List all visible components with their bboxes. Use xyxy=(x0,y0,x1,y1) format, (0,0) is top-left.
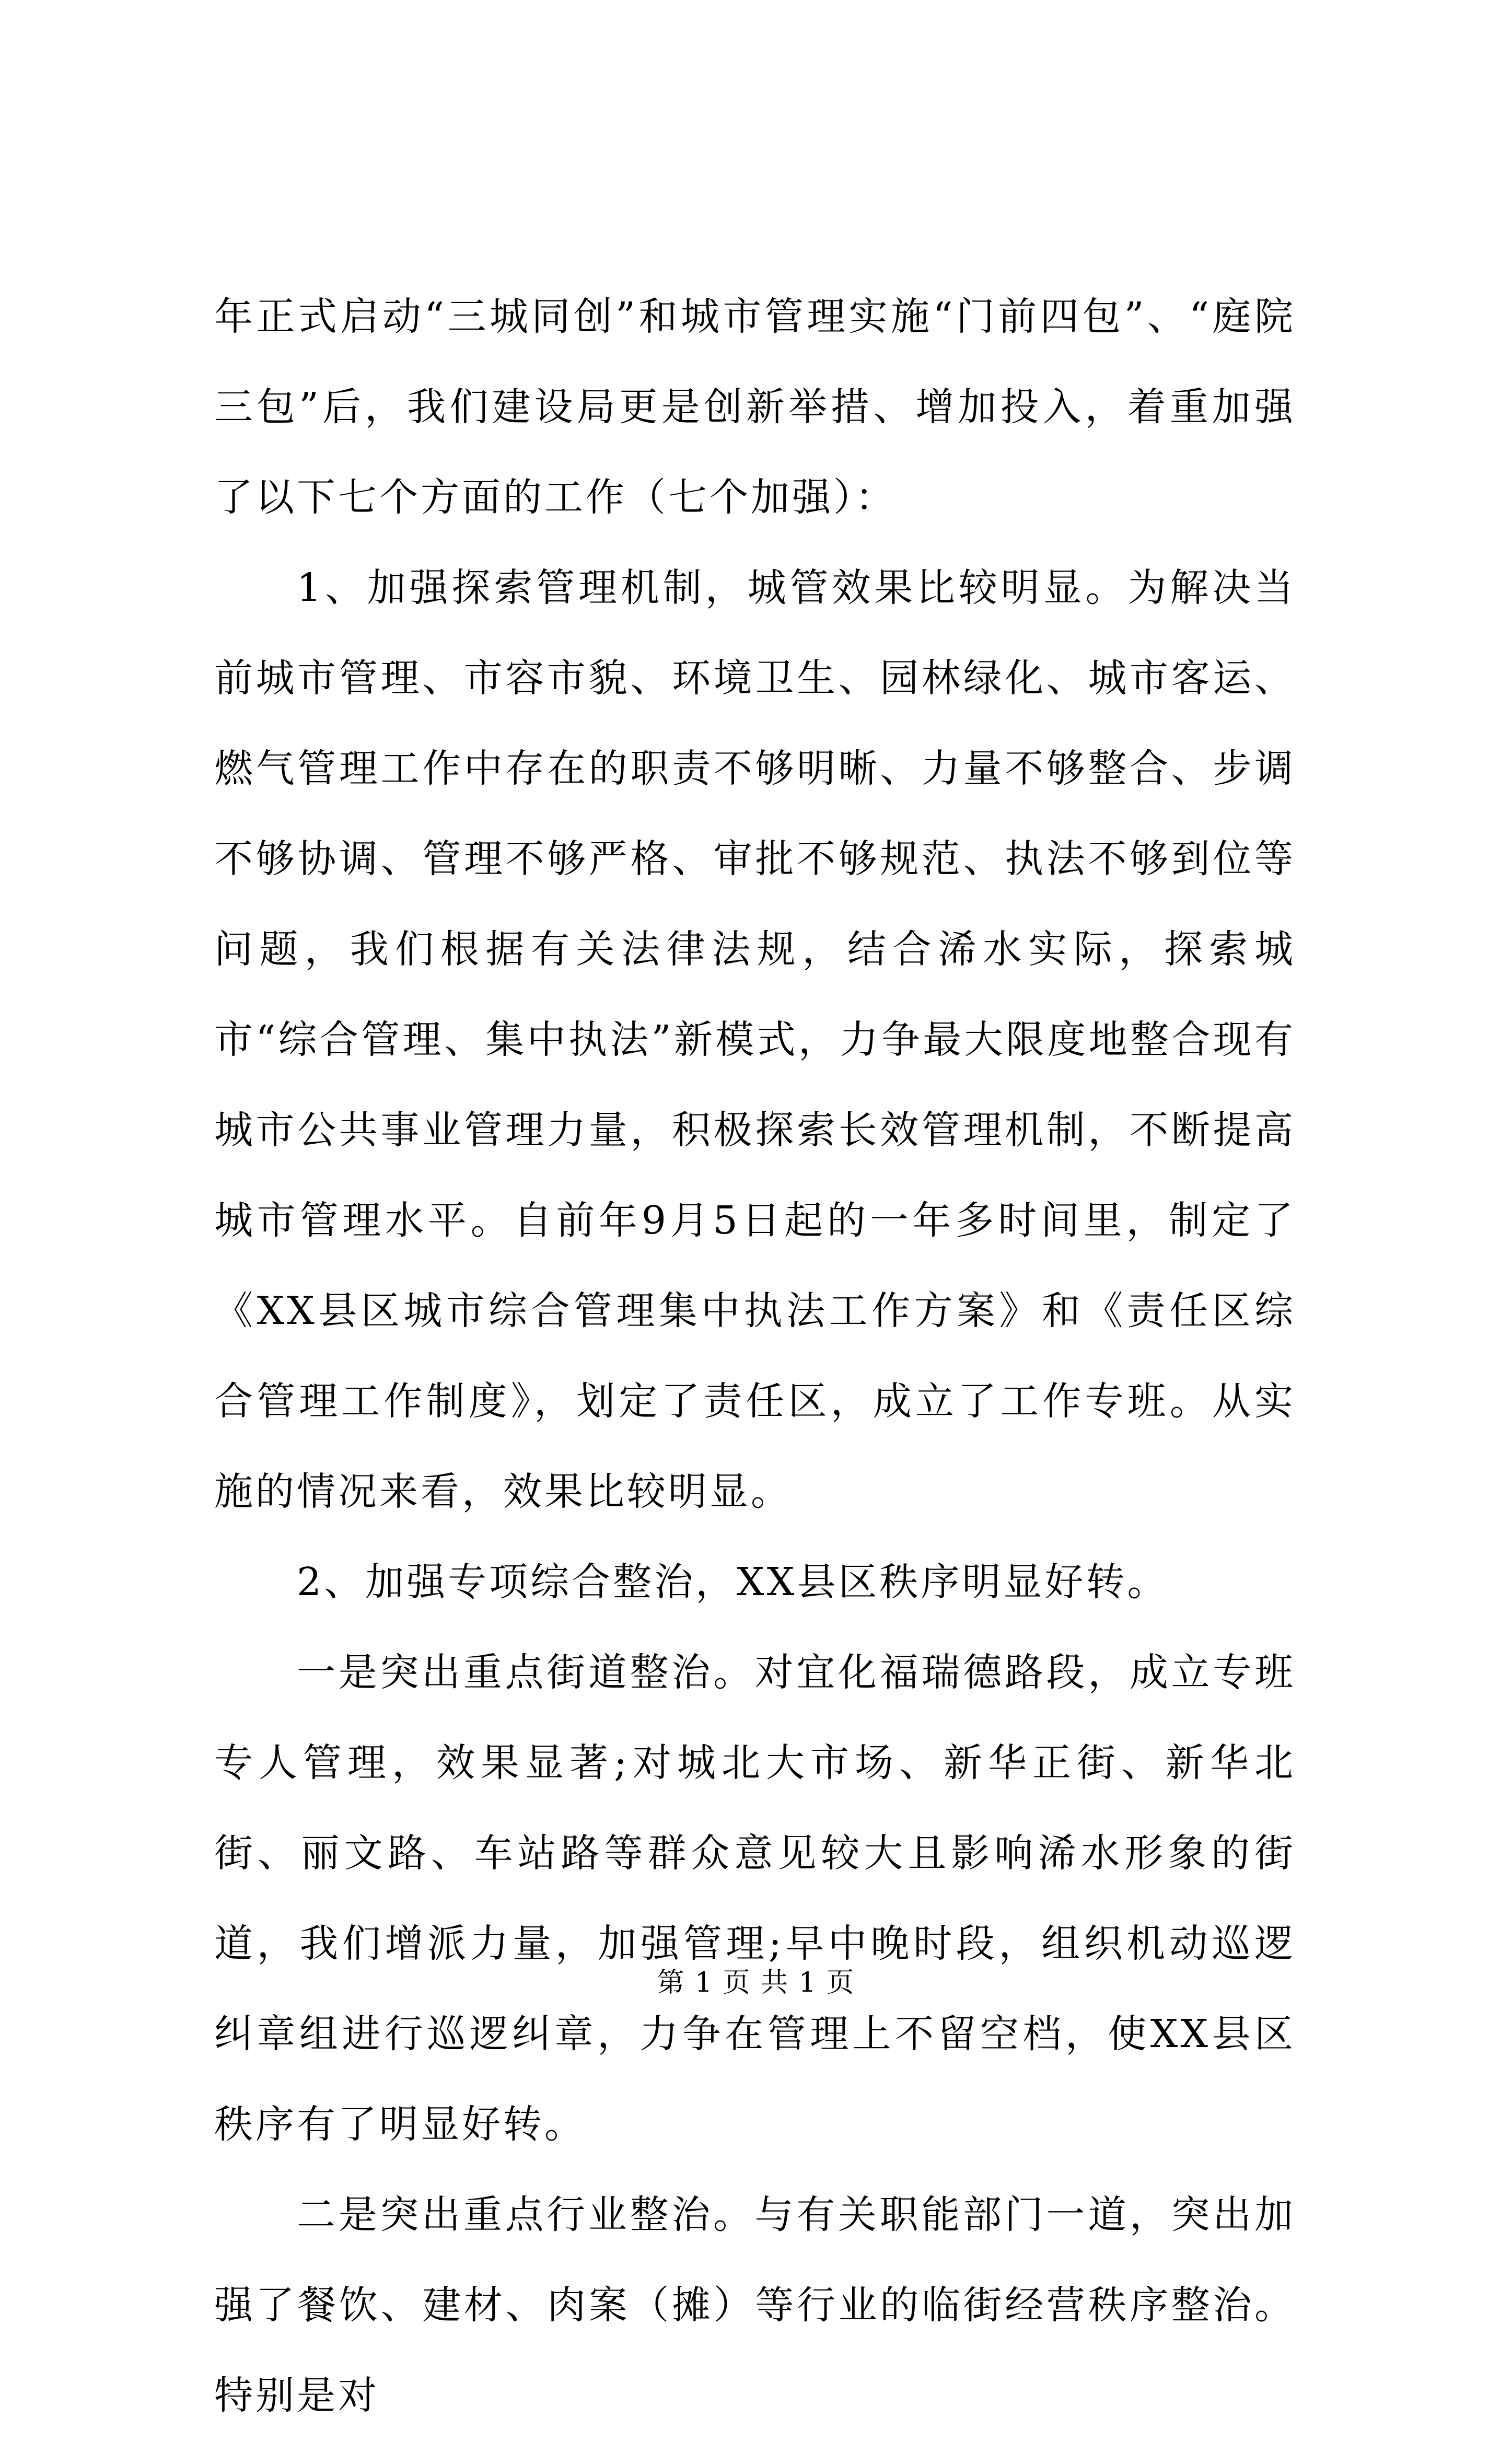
document-body xyxy=(214,272,1296,2441)
paragraph-item-2-heading: 2、加强专项综合整治，XX县区秩序明显好转。 xyxy=(297,1560,1169,1605)
paragraph-intro-continuation: 年正式启动“三城同创”和城市管理实施“门前四包”、“庭院三包”后，我们建设局更是创新举措、增加投入，着重加强了以下七个方面的工作（七个加强）： xyxy=(214,294,1296,520)
page-footer: 第 1 页 共 1 页 xyxy=(657,1967,855,1998)
paragraph-street-rectification: 一是突出重点街道整治。对宜化福瑞德路段，成立专班专人管理，效果显著;对城北大市场、新华正街、新华北街、丽文路、车站路等群众意见较大且影响浠水形象的街道，我们增派力量，加强管理;早中晚时段，组织机动巡逻纠章组进行巡逻纠章，力争在管理上不留空档，使XX县区秩序有了明显好转。 xyxy=(214,1650,1296,2147)
paragraph-industry-rectification: 二是突出重点行业整治。与有关职能部门一道，突出加强了餐饮、建材、肉案（摊）等行业的临街经营秩序整治。特别是对 xyxy=(214,2192,1296,2418)
paragraph-item-1: 1、加强探索管理机制，城管效果比较明显。为解决当前城市管理、市容市貌、环境卫生、园林绿化、城市客运、燃气管理工作中存在的职责不够明晰、力量不够整合、步调不够协调、管理不够严格、审批不够规范、执法不够到位等问题，我们根据有关法律法规，结合浠水实际，探索城市“综合管理、集中执法”新模式，力争最大限度地整合现有城市公共事业管理力量，积极探索长效管理机制，不断提高城市管理水平。自前年9月5日起的一年多时间里，制定了《XX县区城市综合管理集中执法工作方案》和《责任区综合管理工作制度》，划定了责任区，成立了工作专班。从实施的情况来看，效果比较明显。 xyxy=(214,565,1296,1514)
